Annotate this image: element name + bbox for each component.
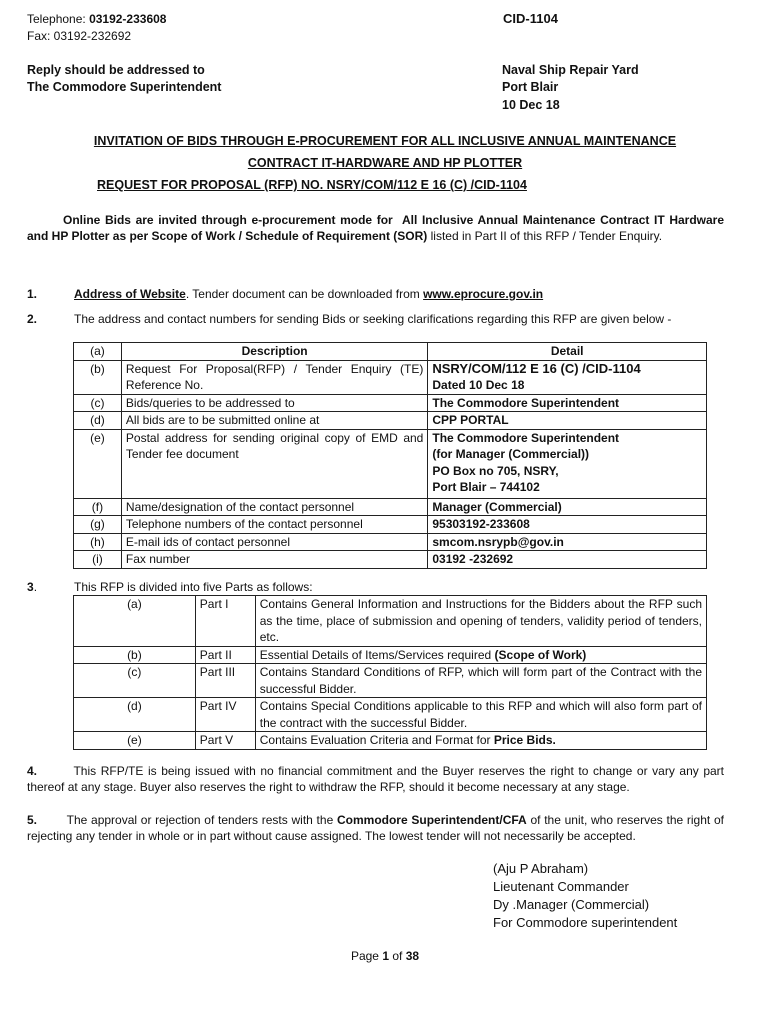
website-link[interactable]: www.eprocure.gov.in [423,287,544,301]
table-cell: Part V [195,732,255,750]
table-row [74,596,707,647]
table-cell: Contains General Information and Instructions for the Bidders about the RFP such as the time, place of submission and opening of tenders, validity period of tenders, etc. [255,596,706,647]
table-cell: (b) [74,360,122,394]
item-4-paragraph [27,763,724,795]
signatory-designation: Dy .Manager (Commercial) [493,897,650,912]
fax-line: Fax: 03192-232692 [27,29,132,43]
title-line-3-text: REQUEST FOR PROPOSAL (RFP) NO. NSRY/COM/112 E 16 (C) /CID-1104 [97,178,527,192]
item-1-number: 1. [27,287,38,301]
table-cell: Telephone numbers of the contact personnel [121,516,427,534]
item-5-tail: of the unit, who reserves the right of rejecting any tender in whole or in part without cause assigned. The lowest tender will not necessarily be accepted. [27,813,724,843]
table-row [74,343,707,361]
table-row [74,646,707,664]
table-cell: Part II [195,646,255,664]
table-cell: Part IV [195,698,255,732]
postal-line: The Commodore Superintendent [432,430,620,445]
intro-tail: listed in Part II of this RFP / Tender Enquiry. [430,229,663,243]
signatory-rank: Lieutenant Commander [493,879,629,894]
table-row [74,698,707,732]
table-row [74,516,707,534]
table-row [74,498,707,516]
item-5-bold: Commodore Superintendent/CFA [336,813,527,827]
item-2-number: 2. [27,312,38,326]
item-1-body: . Tender document can be downloaded from [185,287,420,301]
title-line-1-text: INVITATION OF BIDS THROUGH E-PROCUREMENT FOR ALL INCLUSIVE ANNUAL MAINTENANCE [93,134,677,148]
table-row [74,429,707,498]
table-row [74,664,707,698]
table-cell: Bids/queries to be addressed to [121,394,427,412]
item-5-paragraph [27,812,724,844]
item-3-text: This RFP is divided into five Parts as follows: [74,580,313,594]
table-cell: Manager (Commercial) [428,498,707,516]
item-5-number: 5. [27,813,38,827]
table-cell: Postal address for sending original copy of EMD and Tender fee document [121,429,427,498]
table-cell: (f) [74,498,122,516]
table-cell: 03192 -232692 [428,551,707,569]
intro-bold: All Inclusive Annual Maintenance Contract IT Hardware and HP Plotter as per Scope of Work / Schedule of Requirement (SOR) [27,213,725,243]
table-cell: Request For Proposal(RFP) / Tender Enquiry (TE) Reference No. [121,360,427,394]
page-of: of [392,949,403,963]
table-cell: (i) [74,551,122,569]
intro-lead: Online Bids are invited through e-procurement mode for [63,213,393,227]
table-header-description: Description [121,343,427,361]
title-line-1 [0,133,770,149]
org-line-2: Port Blair [502,80,559,94]
page-total: 38 [405,949,420,963]
postal-line: PO Box no 705, NSRY, [432,463,559,478]
table-row [74,394,707,412]
item-1-text [74,286,543,302]
table-cell: Contains Special Conditions applicable to this RFP and which will also form part of the contract with the successful Bidder. [255,698,706,732]
table-cell: (a) [74,596,196,647]
item-4-number: 4. [27,764,38,778]
org-line-1: Naval Ship Repair Yard [502,63,639,77]
signatory-name: (Aju P Abraham) [493,861,589,876]
table-cell: (b) [74,646,196,664]
page-number [0,948,770,964]
table-cell: All bids are to be submitted online at [121,412,427,430]
intro-paragraph [27,212,724,244]
reply-line-1: Reply should be addressed to [27,63,205,77]
table-cell: (e) [74,732,196,750]
reply-line-2: The Commodore Superintendent [27,80,222,94]
letter-date: 10 Dec 18 [502,98,560,112]
rfp-reference: NSRY/COM/112 E 16 (C) /CID-1104 [432,360,641,376]
table-row [74,533,707,551]
rfp-date: Dated 10 Dec 18 [432,378,525,392]
item-4-text: This RFP/TE is being issued with no financial commitment and the Buyer reserves the right to change or vary any part thereof at any stage. Buyer also reserves the right to withdraw the RFP, should it become necessary at any stage. [27,764,724,794]
item-3-num-text: 3 [27,580,34,594]
part-text: Essential Details of Items/Services required [259,647,492,662]
table-cell: CPP PORTAL [428,412,707,430]
table-cell: Name/designation of the contact personnel [121,498,427,516]
table-row [74,412,707,430]
table-cell: (d) [74,412,122,430]
table-row [74,360,707,394]
page-current: 1 [382,949,389,963]
table-cell: Fax number [121,551,427,569]
website-label: Address of Website [74,287,186,301]
page-label: Page [350,949,379,963]
table-header-detail: Detail [428,343,707,361]
table-cell [428,429,707,498]
item-3-number: 3. [27,580,38,594]
table-cell: The Commodore Superintendent [428,394,707,412]
part-bold: Price Bids. [493,733,556,747]
table-cell: (c) [74,664,196,698]
telephone-label: Telephone: [27,12,86,26]
rfp-parts-table [73,595,707,750]
table-cell: 95303192-233608 [428,516,707,534]
table-cell: Part I [195,596,255,647]
table-cell: Contains Standard Conditions of RFP, which will form part of the Contract with the successful Bidder. [255,664,706,698]
table-row [74,732,707,750]
title-line-3 [97,177,527,193]
postal-line: Port Blair – 744102 [432,480,540,494]
table-cell [255,646,706,664]
title-line-2-text: CONTRACT IT-HARDWARE AND HP PLOTTER [247,156,523,170]
table-cell: (d) [74,698,196,732]
table-cell [428,360,707,394]
table-cell: (e) [74,429,122,498]
contact-email[interactable]: smcom.nsrypb@gov.in [428,533,707,551]
part-text: Contains Evaluation Criteria and Format for [259,733,491,747]
contact-details-table [73,342,707,569]
table-cell: (a) [74,343,122,361]
table-cell: (h) [74,533,122,551]
table-cell: (g) [74,516,122,534]
telephone-number: 03192-233608 [89,12,167,26]
cid-label: CID-1104 [503,11,558,26]
table-cell: (c) [74,394,122,412]
telephone-line [27,11,166,27]
table-cell: Part III [195,664,255,698]
part-bold: (Scope of Work) [494,647,587,662]
item-2-text: The address and contact numbers for sending Bids or seeking clarifications regarding this RFP are given below - [74,312,672,326]
table-cell [255,732,706,750]
title-line-2 [0,155,770,171]
item-5-lead: The approval or rejection of tenders rests with the [66,813,334,827]
signatory-for: For Commodore superintendent [493,915,678,930]
table-cell: E-mail ids of contact personnel [121,533,427,551]
postal-line: (for Manager (Commercial)) [432,447,590,461]
table-row [74,551,707,569]
